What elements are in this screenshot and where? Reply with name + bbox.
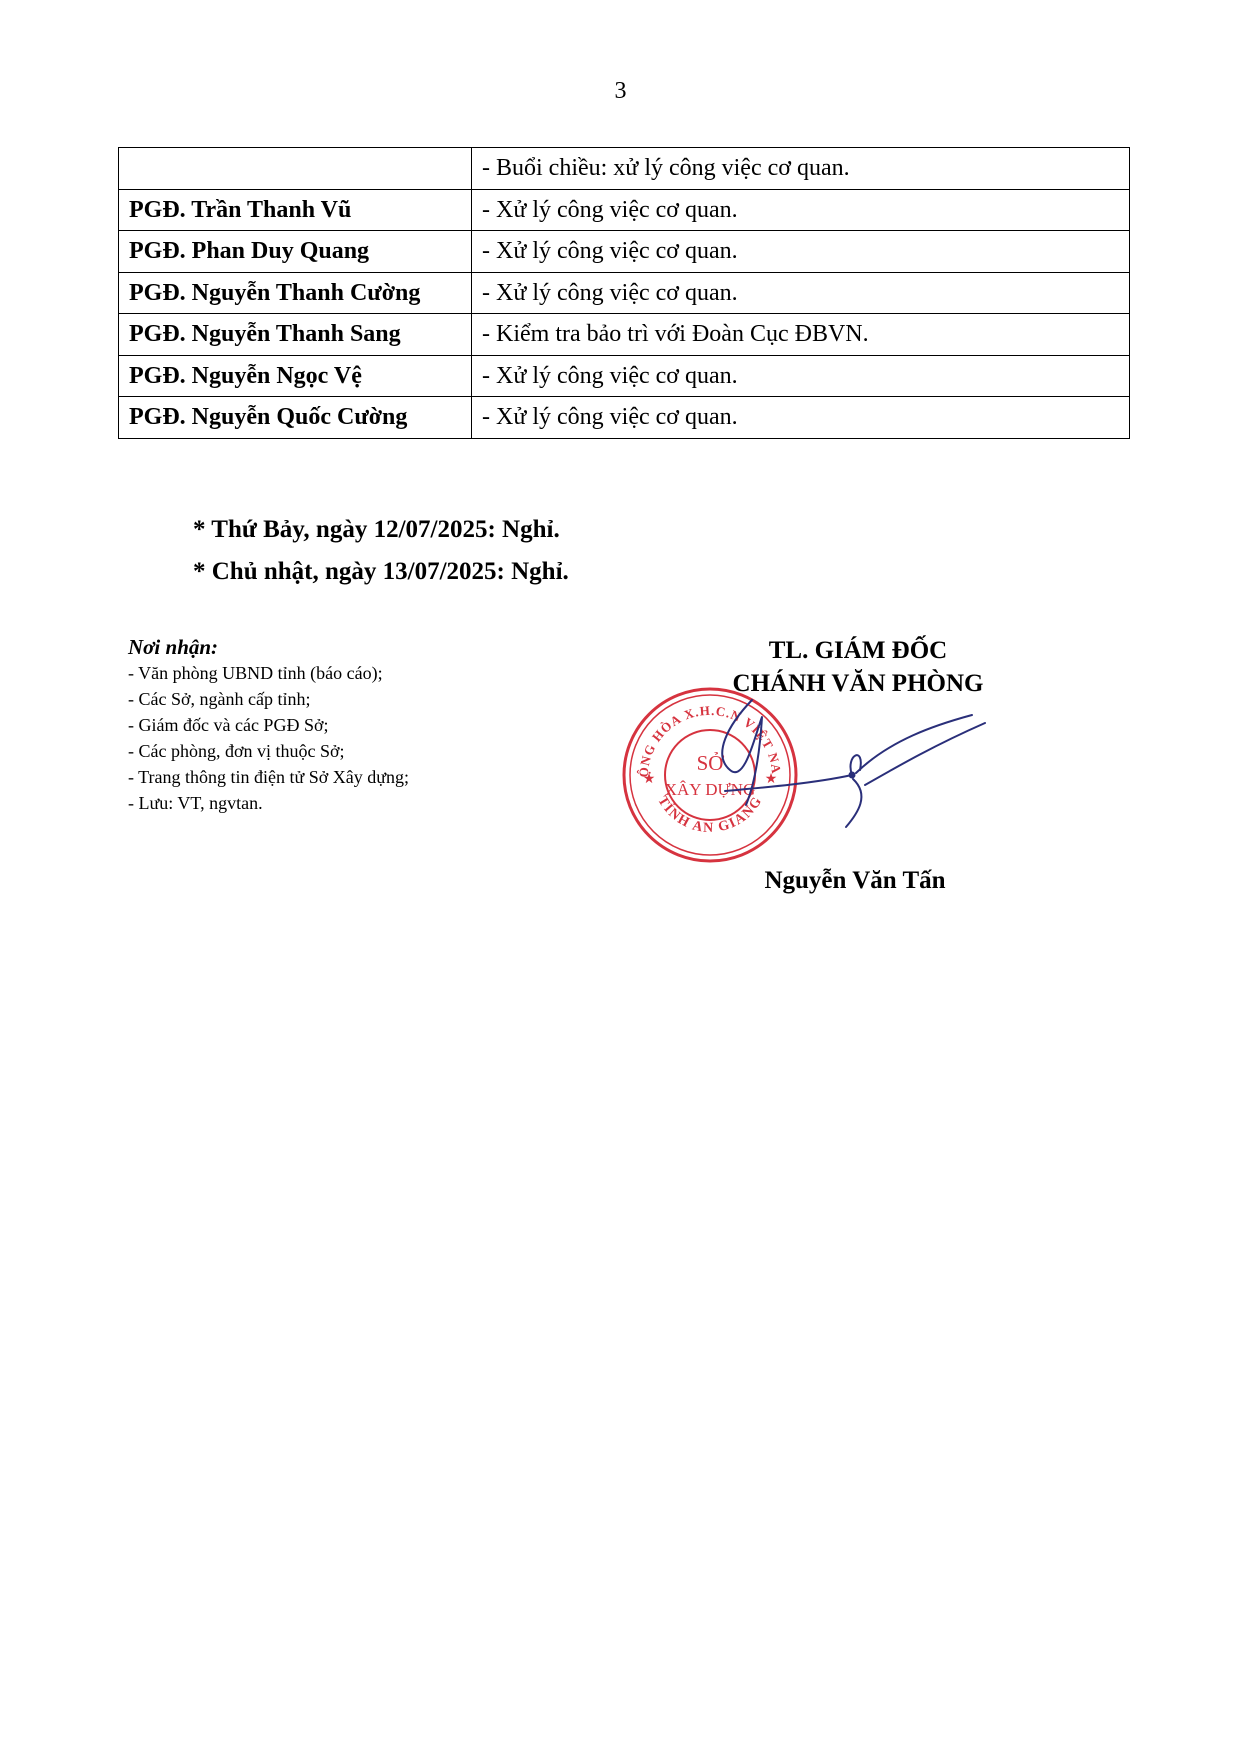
recipient-item: - Trang thông tin điện tử Sở Xây dựng; — [128, 767, 410, 787]
signature-stroke — [846, 779, 861, 827]
official-name-cell — [119, 148, 472, 190]
signature-stroke — [856, 715, 972, 773]
table-row — [119, 314, 1130, 356]
table-row — [119, 231, 1130, 273]
official-name-cell: PGĐ. Nguyễn Thanh Cường — [119, 272, 472, 314]
stamp-top-arc: ỘNG HÒA X.H.C.N VIỆT NA — [635, 702, 785, 778]
sunday-note: * Chủ nhật, ngày 13/07/2025: Nghỉ. — [193, 558, 569, 585]
official-name-cell: PGĐ. Nguyễn Ngọc Vệ — [119, 355, 472, 397]
recipient-item: - Lưu: VT, ngvtan. — [128, 793, 263, 813]
page-number: 3 — [614, 78, 627, 104]
table-row — [119, 355, 1130, 397]
recipient-item: - Văn phòng UBND tỉnh (báo cáo); — [128, 663, 383, 683]
table-row — [119, 397, 1130, 439]
signature-stroke — [725, 755, 861, 791]
signature-title-line2: CHÁNH VĂN PHÒNG — [732, 670, 984, 697]
signature-title-block — [688, 634, 1028, 700]
handwritten-signature — [700, 695, 990, 840]
table-row — [119, 148, 1130, 190]
task-cell: - Xử lý công việc cơ quan. — [472, 272, 1130, 314]
task-cell: - Xử lý công việc cơ quan. — [472, 189, 1130, 231]
signature-title-line1: TL. GIÁM ĐỐC — [768, 637, 948, 664]
stamp-center-line2: XÂY DỰNG — [664, 780, 756, 799]
stamp-star-right-icon: ★ — [764, 772, 778, 787]
recipient-item: - Các Sở, ngành cấp tỉnh; — [128, 689, 311, 709]
stamp-center-line1: SỞ — [696, 751, 724, 775]
signature-stroke — [865, 723, 985, 785]
recipients-title: Nơi nhận: — [128, 635, 219, 659]
task-cell: - Xử lý công việc cơ quan. — [472, 355, 1130, 397]
weekend-notes — [193, 509, 569, 593]
recipient-item: - Các phòng, đơn vị thuộc Sở; — [128, 741, 345, 761]
stamp-bottom-arc: TỈNH AN GIANG — [654, 793, 766, 837]
task-cell: - Kiểm tra bảo trì với Đoàn Cục ĐBVN. — [472, 314, 1130, 356]
stamp-star-left-icon: ★ — [642, 772, 656, 787]
recipients-block — [128, 634, 409, 816]
official-name-cell: PGĐ. Nguyễn Thanh Sang — [119, 314, 472, 356]
official-name-cell: PGĐ. Phan Duy Quang — [119, 231, 472, 273]
official-name-cell: PGĐ. Trần Thanh Vũ — [119, 189, 472, 231]
table-row — [119, 189, 1130, 231]
signature-dot — [849, 772, 856, 779]
task-cell: - Xử lý công việc cơ quan. — [472, 397, 1130, 439]
recipient-item: - Giám đốc và các PGĐ Sở; — [128, 715, 329, 735]
saturday-note: * Thứ Bảy, ngày 12/07/2025: Nghỉ. — [193, 516, 560, 543]
official-name-cell: PGĐ. Nguyễn Quốc Cường — [119, 397, 472, 439]
table-row — [119, 272, 1130, 314]
task-cell: - Buổi chiều: xử lý công việc cơ quan. — [472, 148, 1130, 190]
task-cell: - Xử lý công việc cơ quan. — [472, 231, 1130, 273]
schedule-table — [118, 147, 1130, 439]
signer-name: Nguyễn Văn Tấn — [764, 867, 946, 894]
signature-graphic — [700, 695, 990, 835]
